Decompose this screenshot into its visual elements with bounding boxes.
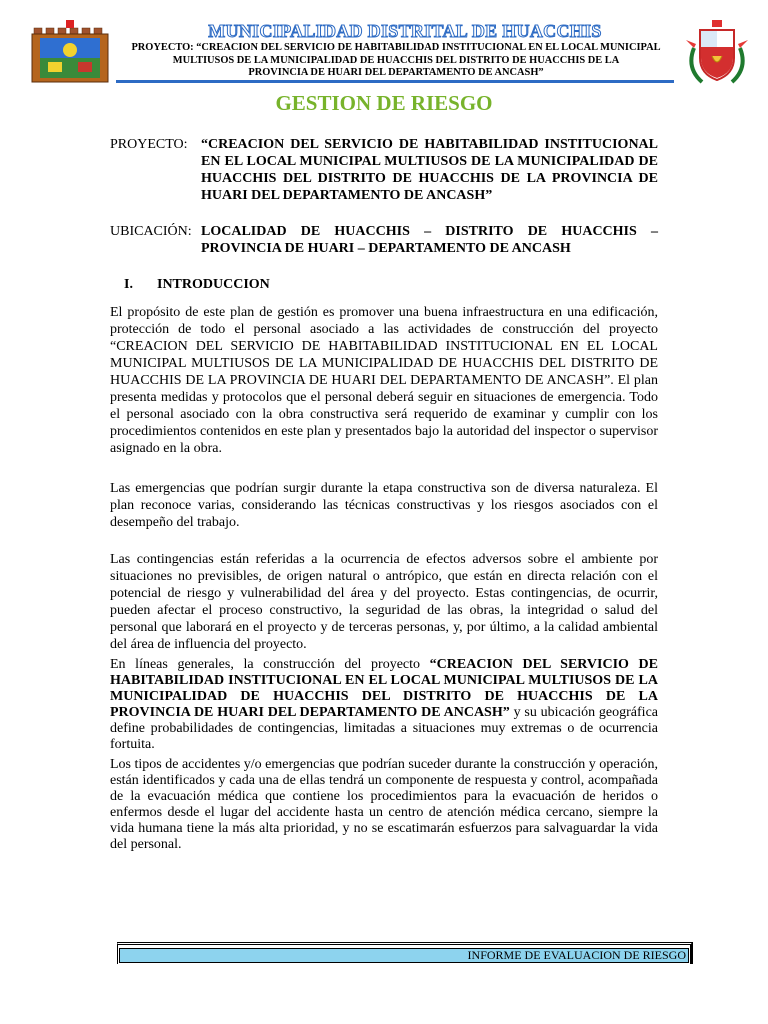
footer-label: INFORME DE EVALUACION DE RIESGO xyxy=(467,948,686,962)
location-label: UBICACIÓN: xyxy=(110,224,192,239)
paragraph: El propósito de este plan de gestión es promover una buena infraestructura en una edificación, protección de todo el personal asociado a las actividades de construcción del proyecto “CREACION DEL SERVICIO DE HABITABILIDAD INSTITUCIONAL EN EL LOCAL MUNICIPAL MULTIUSOS DE LA MUNICIPALIDAD DE HUACCHIS DEL DISTRITO DE HUACCHIS DE LA PROVINCIA DE HUARI DEL DEPARTAMENTO DE ANCASH”. El plan presenta medidas y protocolos que el personal deberá seguir en situaciones de emergencia. Todo el personal asociado con la obra constructiva será requerido de examinar y cumplir con los procedimientos contenidos en este plan y presentados bajo la autoridad del inspector o supervisor asignado en la obra. xyxy=(110,305,658,456)
paragraph: Las emergencias que podrían surgir durante la etapa constructiva son de diversa naturaleza. El plan reconoce varias, considerando las técnicas constructivas y los riesgos asociados con el desempeño del trabajo. xyxy=(110,481,658,530)
header-divider xyxy=(116,80,674,83)
section-number: I. xyxy=(124,277,133,292)
location-value: LOCALIDAD DE HUACCHIS – DISTRITO DE HUACCHIS – PROVINCIA DE HUARI – DEPARTAMENTO DE ANCASH xyxy=(201,224,658,256)
header-project-line: PROVINCIA DE HUARI DEL DEPARTAMENTO DE ANCASH” xyxy=(248,67,544,78)
header-project-line: MULTIUSOS DE LA MUNICIPALIDAD DE HUACCHIS DEL DISTRITO DE HUACCHIS DE LA xyxy=(172,54,620,66)
project-label: PROYECTO: xyxy=(110,137,188,152)
paragraph: Las contingencias están referidas a la ocurrencia de efectos adversos sobre el ambiente por situaciones no previsibles, de origen natural o antrópico, que están en directa relación con el potencial de riesgo y vulnerabilidad del área y del proyecto. Estas contingencias, de ocurrir, pueden afectar el proceso constructivo, la seguridad de las obras, la integridad o salud del personal que laborará en el proyecto y de terceras personas, y, por último, a la calidad ambiental del área de influencia del proyecto. xyxy=(110,552,658,652)
project-value: “CREACION DEL SERVICIO DE HABITABILIDAD INSTITUCIONAL EN EL LOCAL MUNICIPAL MULTIUSOS DE LA MUNICIPALIDAD DE HUACCHIS DEL DISTRITO DE HUACCHIS DE LA PROVINCIA DE HUARI DEL DEPARTAMENTO DE ANCASH” xyxy=(201,137,658,203)
header-project-line: PROYECTO: “CREACION DEL SERVICIO DE HABITABILIDAD INSTITUCIONAL EN EL LOCAL MUNICIPAL xyxy=(131,42,661,53)
paragraph-bold-project: “CREACION DEL SERVICIO DE HABITABILIDAD INSTITUCIONAL EN EL LOCAL MUNICIPAL MULTIUSOS DE LA MUNICIPALIDAD DE HUACCHIS DEL DISTRITO DE HUACCHIS DE LA PROVINCIA DE HUARI DEL DEPARTAMENTO DE ANCASH” xyxy=(110,657,658,720)
section-title: INTRODUCCION xyxy=(157,277,270,292)
header-project-title xyxy=(116,42,676,80)
municipal-shield-icon xyxy=(30,18,110,84)
paragraph-text: En líneas generales, la construcción del proyecto xyxy=(110,657,430,672)
paragraph xyxy=(110,657,658,753)
paragraph-text: y su ubicación geográfica define probabilidades de contingencias, limitadas a situaciones muy extremas o de ocurrencia fortuita. xyxy=(110,705,658,752)
municipality-name: MUNICIPALIDAD DISTRITAL DE HUACCHIS xyxy=(208,21,602,41)
peru-coat-of-arms-icon xyxy=(684,18,750,88)
page-title: GESTION DE RIESGO xyxy=(275,91,493,115)
paragraph: Los tipos de accidentes y/o emergencias que podrían suceder durante la construcción y operación, están identificados y cada una de ellas tendrá un componente de respuesta y control, acompañada de la evacuación médica que contiene los procedimientos para la evacuación de heridos o enfermos desde el lugar del accidente hasta un centro de atención médica cercano, siempre la vida humana tiene la más alta prioridad, y no se escatimarán esfuerzos para salvaguardar la vida del personal. xyxy=(110,757,658,852)
